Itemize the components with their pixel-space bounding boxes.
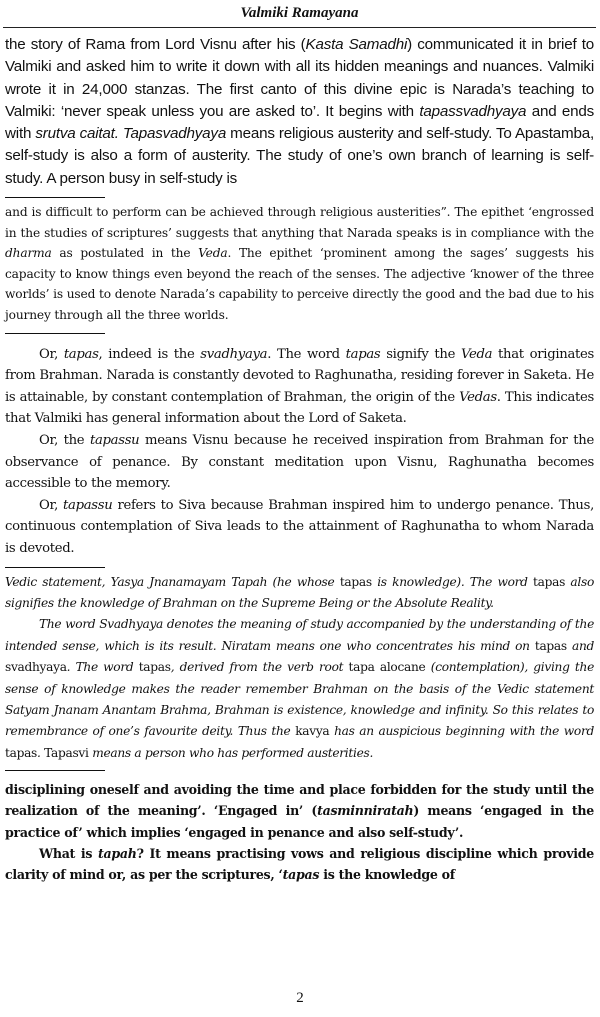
text-run: Or, the	[39, 433, 90, 449]
text-run: .	[37, 745, 45, 760]
main-text-section	[5, 34, 594, 190]
italic-term: tapassvadhyaya	[419, 102, 527, 120]
roman-term: Tapasvi	[44, 745, 89, 760]
running-head: Valmiki Ramayana	[3, 0, 596, 28]
italic-term: Veda	[460, 346, 493, 362]
text-run: refers to Siva because Brahman inspired him to undergo penance. Thus, continuous contemplation of Siva leads to the attainment of Raghunatha to whom Narada is devoted.	[5, 497, 594, 556]
text-run: is the knowledge of	[319, 867, 455, 883]
text-run: means religious austerity and self-study. To Apastamba, self-study is also a form of austerity. The study of one’s own branch of learning is self-study. A person busy in self-study is	[5, 125, 594, 187]
roman-term: svadhyaya	[5, 660, 67, 675]
italic-term: tapas	[345, 346, 381, 362]
commentary-paragraph	[5, 495, 594, 560]
text-run: disciplining oneself and avoiding the time and place forbidden for the study until the realization of the meaning’. ‘Engaged in’ (	[5, 782, 594, 819]
italic-term: tapas	[282, 867, 320, 883]
footnote-paragraph	[5, 572, 594, 615]
text-run: . The word	[267, 346, 346, 362]
italic-term: tapassu	[63, 497, 113, 513]
italic-term: tapas	[63, 346, 99, 362]
roman-term: tapas	[339, 574, 372, 589]
italic-term: tapassu	[89, 433, 140, 449]
roman-term: tapas	[138, 660, 171, 675]
text-run: ? It means practising vows and religious discipline which provide clarity of mind or, as per the scriptures, ‘	[5, 845, 594, 883]
roman-term: tapas	[5, 745, 37, 760]
section-divider	[5, 333, 105, 334]
main-paragraph	[5, 34, 594, 190]
text-run: . The epithet ‘prominent among the sages’ suggests his capacity to know things even beyond the reach of the senses. The adjective ‘knower of the three worlds’ is used to denote Narada’s capability to perceive directly the good and the bad due to his journey through all the three worlds.	[5, 246, 595, 323]
footnote-section	[5, 572, 594, 772]
text-run: also signifies the knowledge of Brahman on the Supreme Being or the Absolute Reality.	[5, 574, 594, 610]
text-run: , derived from the verb root	[170, 660, 349, 675]
text-run: What is	[39, 845, 98, 861]
italic-term: srutva caitat. Tapasvadhyaya	[35, 125, 227, 143]
text-run: that originates from Brahman. Narada is constantly devoted to Raghunatha, residing forever in Saketa. He is attainable, by constant contemplation of Brahman, the origin of the	[5, 346, 594, 405]
bold-text-section	[5, 779, 594, 885]
text-run: the story of Rama from Lord Visnu after his (	[5, 36, 306, 53]
italic-term: tapah	[98, 845, 137, 861]
text-run: Vedic statement, Yasya Jnanamayam Tapah (he whose	[5, 574, 340, 589]
italic-term: svadhyaya	[200, 346, 268, 362]
bold-paragraph	[5, 779, 594, 843]
italic-term: dharma	[5, 246, 52, 261]
page-number: 2	[296, 990, 304, 1006]
italic-term: tasminniratah	[317, 803, 414, 819]
text-run: (contemplation), giving the sense of knowledge makes the reader remember Brahman on the basis of the Vedic statement Satyam Jnanam Anantam Brahma, Brahman is existence, knowledge and infinity. So this relates to remembrance of one’s favourite deity. Thus the	[5, 660, 594, 739]
roman-term: tapas	[534, 638, 567, 653]
text-run: and ends with	[5, 102, 594, 143]
commentary-paragraph	[5, 344, 594, 430]
text-run: , indeed is the	[98, 346, 201, 362]
italic-term: Kasta Samadhi	[305, 36, 408, 53]
roman-term: tapas	[533, 574, 566, 589]
footnote-divider	[5, 197, 105, 198]
text-run: means Visnu because he received inspiration from Brahman for the observance of penance. By constant meditation upon Visnu, Raghunatha becomes accessible to the memory.	[5, 433, 594, 492]
text-run: and	[566, 638, 594, 653]
footnote-section	[5, 202, 594, 326]
text-run: Or,	[39, 497, 64, 513]
text-run: ) means ‘engaged in the practice of’ which implies ‘engaged in penance and also self-study’.	[5, 803, 594, 840]
text-run: . This indicates that Valmiki has general information about the Lord of Saketa.	[5, 389, 594, 427]
footnote-paragraph	[5, 202, 594, 326]
text-run: Or,	[39, 346, 64, 362]
roman-term: tapa alocane	[348, 660, 426, 675]
roman-term: kavya	[295, 724, 330, 739]
commentary-section	[5, 344, 594, 560]
bold-paragraph	[5, 843, 594, 885]
italic-term: Veda	[198, 246, 228, 261]
text-run: . The word	[66, 660, 139, 675]
text-run: The word Svadhyaya denotes the meaning of study accompanied by the understanding of the intended sense, which is its result. Niratam means one who concentrates his mind on	[5, 617, 594, 653]
text-run: ) communicated it in brief to Valmiki and asked him to write it down with all its hidden meanings and nuances. Valmiki wrote it in 24,000 stanzas. The first canto of this divine epic is Narada’s teaching to Valmiki: ‘never speak unless you are asked to’. It begins with	[5, 36, 595, 120]
text-run: as postulated in the	[51, 246, 199, 261]
text-run: has an auspicious beginning with the word	[329, 724, 594, 739]
commentary-paragraph	[5, 430, 594, 495]
text-run: is knowledge). The word	[371, 574, 534, 589]
text-run: means a person who has performed austerities.	[88, 745, 374, 760]
italic-term: Vedas	[459, 389, 497, 405]
footnote-paragraph	[5, 614, 594, 764]
section-divider	[5, 567, 105, 568]
section-divider	[5, 770, 105, 771]
text-run: signify the	[380, 346, 461, 362]
text-run: and is difficult to perform can be achieved through religious austerities”. The epithet ‘engrossed in the studies of scriptures’ suggests that anything that Narada speaks is in compliance with the	[5, 205, 594, 240]
